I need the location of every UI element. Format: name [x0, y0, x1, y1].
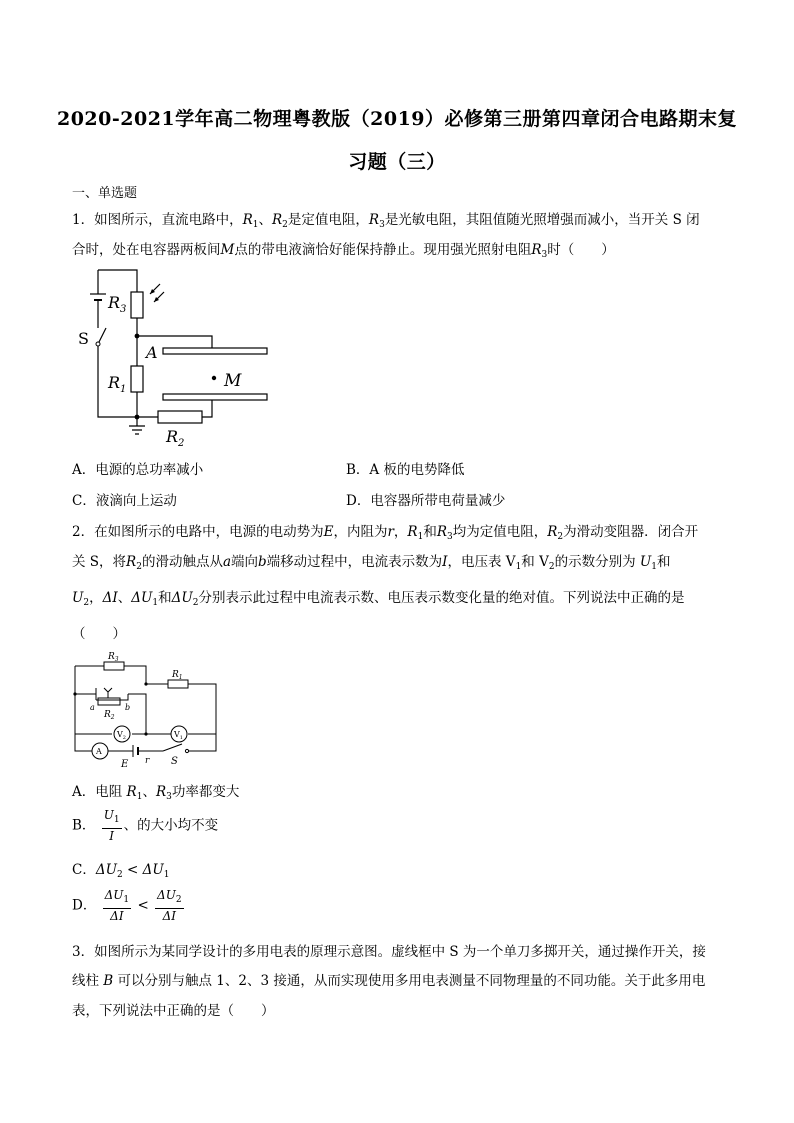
svg-text:R1: $R_1$	[172, 670, 183, 681]
q2-option-b[interactable]: B． $\frac{U_1}{I}$ 、的大小均不变	[72, 808, 219, 843]
q3-stem-line2: 线柱 B 可以分别与触点 1、2、3 接通，从而实现使用多用电表测量不同物理量的不同功能。关于此多用电	[72, 973, 706, 989]
q2-stem-line4: （ ）	[72, 626, 126, 642]
q3-stem-line1: 3．如图所示为某同学设计的多用电表的原理示意图。虚线框中 S 为一个单刀多掷开关，通过操作开关，接	[72, 944, 706, 960]
svg-text:R3: $R_3$	[108, 293, 127, 315]
q2-circuit-diagram	[70, 646, 220, 770]
svg-text:a: a	[90, 703, 95, 712]
q2-option-d[interactable]: D． $\frac{\Delta U_1}{\Delta I}$ < $\frac{\Delta U_2}{\Delta I}$	[72, 888, 182, 923]
q1-stem-line1: 1．如图所示，直流电路中，$R_1$、$R_2$是定值电阻，$R_3$是光敏电阻，其阻值随光照增强而减小，当开关 S 闭	[72, 212, 700, 230]
q1-option-c[interactable]: C．液滴向上运动	[72, 493, 177, 509]
q1-option-a[interactable]: A．电源的总功率减小	[72, 462, 204, 478]
svg-text:R3: $R_3$	[108, 652, 119, 663]
svg-text:r: r	[145, 756, 150, 766]
svg-text:R2: $R_2$	[104, 710, 115, 721]
q2-stem-line3: $U_2$，ΔI、$\Delta U_1$和$\Delta U_2$分别表示此过程中电流表示数、电压表示数变化量的绝对值。下列说法中正确的是	[72, 590, 685, 608]
q1-option-b[interactable]: B．A 板的电势降低	[346, 462, 465, 478]
svg-text:S: S	[78, 329, 89, 348]
page-title: 2020-2021学年高二物理粤教版（2019）必修第三册第四章闭合电路期末复	[56, 108, 738, 130]
q1-stem-line2: 合时，处在电容器两板间M点的带电液滴恰好能保持静止。现用强光照射电阻$R_3$时（ ）	[72, 242, 615, 260]
svg-text:V2: $V_2$	[117, 730, 126, 741]
q3-stem-line3: 表，下列说法中正确的是（ ）	[72, 1003, 275, 1019]
q2-option-c[interactable]: C．$\Delta U_2 < \Delta U_1$	[72, 862, 170, 880]
svg-text:R2: $R_2$	[166, 427, 185, 449]
svg-text:A: A	[96, 747, 102, 756]
svg-text:R1: $R_1$	[108, 373, 127, 395]
svg-text:E: E	[121, 759, 129, 770]
q1-option-d[interactable]: D．电容器所带电荷量减少	[346, 493, 506, 509]
section-heading: 一、单选题	[72, 186, 138, 201]
svg-text:M: M	[224, 371, 242, 391]
q2-stem-line1: 2．在如图所示的电路中，电源的电动势为E，内阻为r，$R_1$和$R_3$均为定值电阻，$R_2$为滑动变阻器．闭合开	[72, 524, 699, 542]
page-title-continued: 习题（三）	[348, 151, 446, 173]
svg-text:b: b	[125, 703, 131, 712]
q2-stem-line2: 关 S，将$R_2$的滑动触点从a端向b端移动过程中，电流表示数为I，电压表 $V_1$和 $V_2$的示数分别为 $U_1$和	[72, 554, 671, 572]
q1-circuit-diagram	[74, 262, 274, 450]
svg-text:S: S	[171, 756, 178, 767]
q2-option-a[interactable]: A．电阻 $R_1$、$R_3$功率都变大	[72, 784, 240, 802]
svg-text:V1: $V_1$	[174, 730, 183, 741]
svg-text:A: A	[146, 343, 158, 362]
